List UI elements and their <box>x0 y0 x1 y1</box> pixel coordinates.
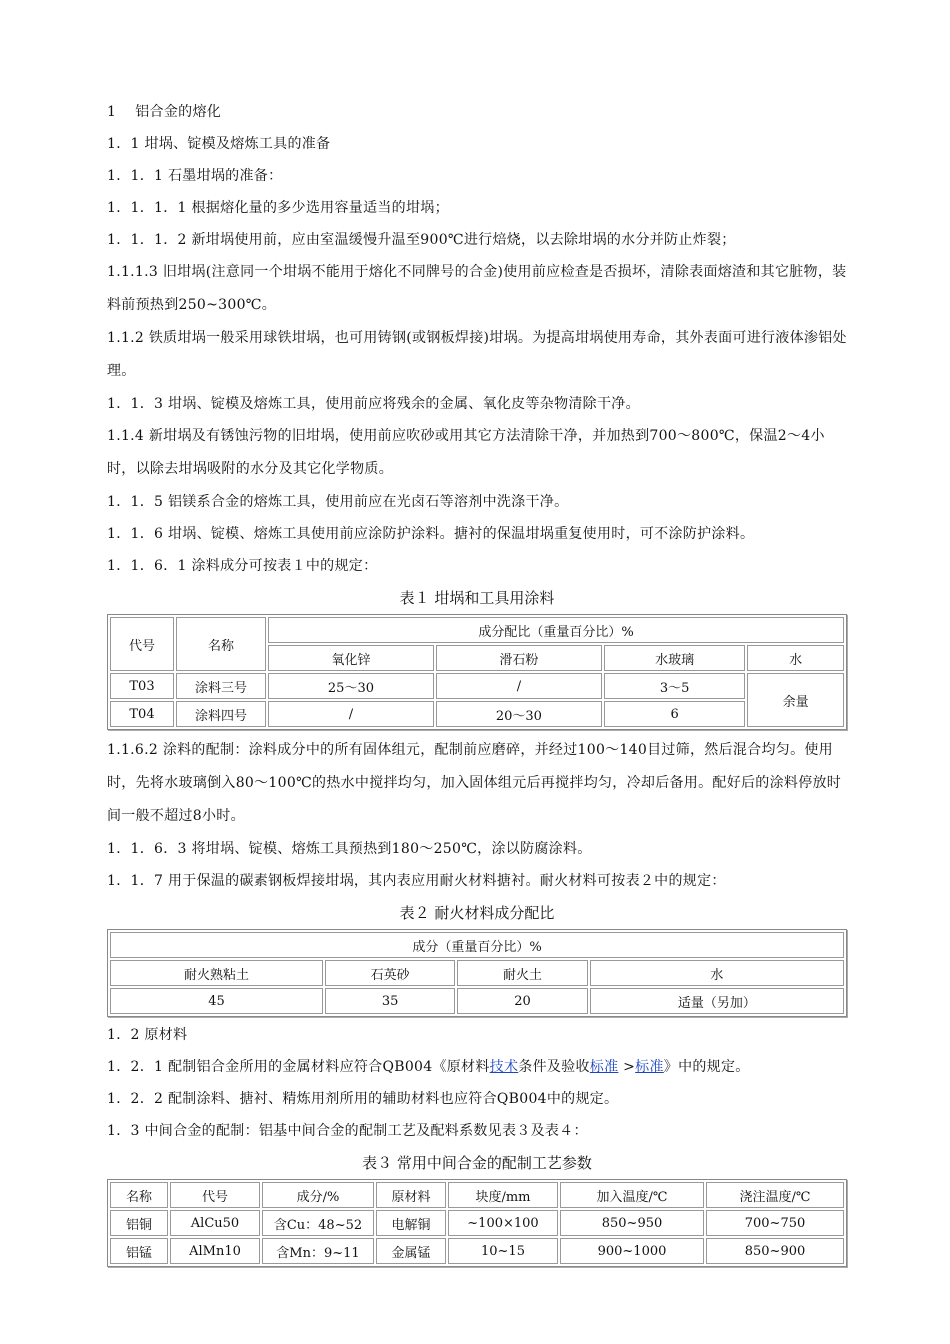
paragraph-1-1-2: 1.1.2 铁质坩埚一般采用球铁坩埚，也可用铸钢(或钢板焊接)坩埚。为提高坩埚使用寿命，其外表面可进行液体渗铝处理。 <box>107 330 847 379</box>
table1-subheader: 水 <box>747 645 844 671</box>
table2 <box>107 929 847 1017</box>
table-cell: / <box>436 673 602 699</box>
table-cell: / <box>268 701 434 727</box>
table-cell: 10~15 <box>448 1238 558 1264</box>
table-cell: 金属锰 <box>376 1238 446 1264</box>
table-cell: T04 <box>110 701 174 727</box>
paragraph-1-1-6-3: 1．1．6．3 将坩埚、锭模、熔炼工具预热到180～250℃，涂以防腐涂料。 <box>107 841 592 857</box>
table-cell: 850~950 <box>560 1210 704 1236</box>
table-cell: 电解铜 <box>376 1210 446 1236</box>
table3-header: 浇注温度/℃ <box>706 1182 844 1208</box>
table1 <box>107 614 847 730</box>
table2-col-header: 石英砂 <box>325 960 455 986</box>
table3-header: 块度/mm <box>448 1182 558 1208</box>
heading-1-1-1: 1．1．1 石墨坩埚的准备： <box>107 168 283 184</box>
table3-header: 代号 <box>170 1182 260 1208</box>
table3-header: 加入温度/℃ <box>560 1182 704 1208</box>
table1-water-cell: 余量 <box>747 673 844 727</box>
paragraph-1-2-2: 1．2．2 配制涂料、搪衬、精炼用剂所用的辅助材料也应符合QB004中的规定。 <box>107 1091 619 1107</box>
table-cell: 700~750 <box>706 1210 844 1236</box>
paragraph-1-1-4: 1.1.4 新坩埚及有锈蚀污物的旧坩埚，使用前应吹砂或用其它方法清除干净，并加热到700～800℃，保温2～4小时，以除去坩埚吸附的水分及其它化学物质。 <box>107 428 825 477</box>
table3-header: 名称 <box>110 1182 168 1208</box>
table-cell: 35 <box>325 988 455 1014</box>
paragraph-1-1-1-1: 1．1．1．1 根据熔化量的多少选用容量适当的坩埚； <box>107 200 449 216</box>
table-cell: ~100×100 <box>448 1210 558 1236</box>
paragraph-1-1-6-1: 1．1．6．1 涂料成分可按表１中的规定： <box>107 558 378 574</box>
table1-header-name: 名称 <box>176 617 266 671</box>
table2-col-header: 耐火熟粘土 <box>110 960 323 986</box>
paragraph-1-2-1 <box>107 1051 847 1083</box>
table1-subheader: 氧化锌 <box>268 645 434 671</box>
heading-1: 1 铝合金的熔化 <box>107 104 222 120</box>
table3 <box>107 1179 847 1267</box>
heading-1-2: 1．2 原材料 <box>107 1027 188 1043</box>
table-cell: 含Mn：9~11 <box>262 1238 374 1264</box>
table1-caption: 表１ 坩埚和工具用涂料 <box>399 589 555 607</box>
paragraph-1-1-1-2: 1．1．1．2 新坩埚使用前，应由室温缓慢升温至900℃进行焙烧，以去除坩埚的水分并防止炸裂； <box>107 232 736 248</box>
table-cell: 适量（另加） <box>590 988 844 1014</box>
paragraph-1-1-3: 1．1．3 坩埚、锭模及熔炼工具，使用前应将残余的金属、氧化皮等杂物清除干净。 <box>107 396 640 412</box>
table-cell: T03 <box>110 673 174 699</box>
document-page <box>107 96 847 1267</box>
heading-1-1: 1．1 坩埚、锭模及熔炼工具的准备 <box>107 136 331 152</box>
table2-header: 成分（重量百分比）% <box>110 932 844 958</box>
text-span: > <box>618 1059 636 1075</box>
table3-header: 原材料 <box>376 1182 446 1208</box>
table-cell: 涂料三号 <box>176 673 266 699</box>
table2-col-header: 耐火土 <box>457 960 587 986</box>
text-span: 条件及验收 <box>518 1059 590 1075</box>
link-technology[interactable]: 技术 <box>489 1059 519 1075</box>
table-cell: 850~900 <box>706 1238 844 1264</box>
table-cell: AlMn10 <box>170 1238 260 1264</box>
table-cell: 6 <box>604 701 746 727</box>
table-row <box>110 988 844 1014</box>
paragraph-1-1-7: 1．1．7 用于保温的碳素钢板焊接坩埚，其内表应用耐火材料搪衬。耐火材料可按表２中的规定： <box>107 873 726 889</box>
table-row <box>110 1238 844 1264</box>
table-cell: 3～5 <box>604 673 746 699</box>
table-cell: 20～30 <box>436 701 602 727</box>
table-cell: 45 <box>110 988 323 1014</box>
table2-col-header: 水 <box>590 960 844 986</box>
table-cell: 25～30 <box>268 673 434 699</box>
table-cell: 含Cu：48~52 <box>262 1210 374 1236</box>
table2-caption: 表２ 耐火材料成分配比 <box>399 904 555 922</box>
text-span: 1．2．1 配制铝合金所用的金属材料应符合QB004《原材料 <box>107 1059 490 1075</box>
link-standard-2[interactable]: 标准 <box>635 1059 664 1075</box>
table-cell: 铝锰 <box>110 1238 168 1264</box>
table3-header: 成分/% <box>262 1182 374 1208</box>
table1-header-code: 代号 <box>110 617 174 671</box>
paragraph-1-1-5: 1．1．5 铝镁系合金的熔炼工具，使用前应在光卤石等溶剂中洗涤干净。 <box>107 494 569 510</box>
table1-header-composition: 成分配比（重量百分比）% <box>268 617 844 643</box>
paragraph-1-1-6: 1．1．6 坩埚、锭模、熔炼工具使用前应涂防护涂料。搪衬的保温坩埚重复使用时，可不涂防护涂料。 <box>107 526 755 542</box>
table3-caption: 表３ 常用中间合金的配制工艺参数 <box>362 1154 592 1172</box>
table-cell: 涂料四号 <box>176 701 266 727</box>
table-cell: 900~1000 <box>560 1238 704 1264</box>
table-row <box>110 701 844 727</box>
table-row <box>110 1210 844 1236</box>
table-row <box>110 673 844 699</box>
link-standard[interactable]: 标准 <box>589 1059 619 1075</box>
table-cell: AlCu50 <box>170 1210 260 1236</box>
text-span: 》中的规定。 <box>663 1059 750 1075</box>
table1-subheader: 滑石粉 <box>436 645 602 671</box>
table1-subheader: 水玻璃 <box>604 645 746 671</box>
paragraph-1-1-1-3: 1.1.1.3 旧坩埚(注意同一个坩埚不能用于熔化不同牌号的合金)使用前应检查是否损坏，清除表面熔渣和其它脏物，装料前预热到250~300℃。 <box>107 264 847 313</box>
paragraph-1-1-6-2: 1.1.6.2 涂料的配制：涂料成分中的所有固体组元，配制前应磨碎，并经过100～140目过筛，然后混合均匀。使用时，先将水玻璃倒入80～100℃的热水中搅拌均匀，加入固体组元后再搅拌均匀，冷却后备用。配好后的涂料停放时间一般不超过8小时。 <box>107 742 842 824</box>
table-cell: 铝铜 <box>110 1210 168 1236</box>
paragraph-1-3: 1．3 中间合金的配制：铝基中间合金的配制工艺及配料系数见表３及表４： <box>107 1123 588 1139</box>
table-cell: 20 <box>457 988 587 1014</box>
